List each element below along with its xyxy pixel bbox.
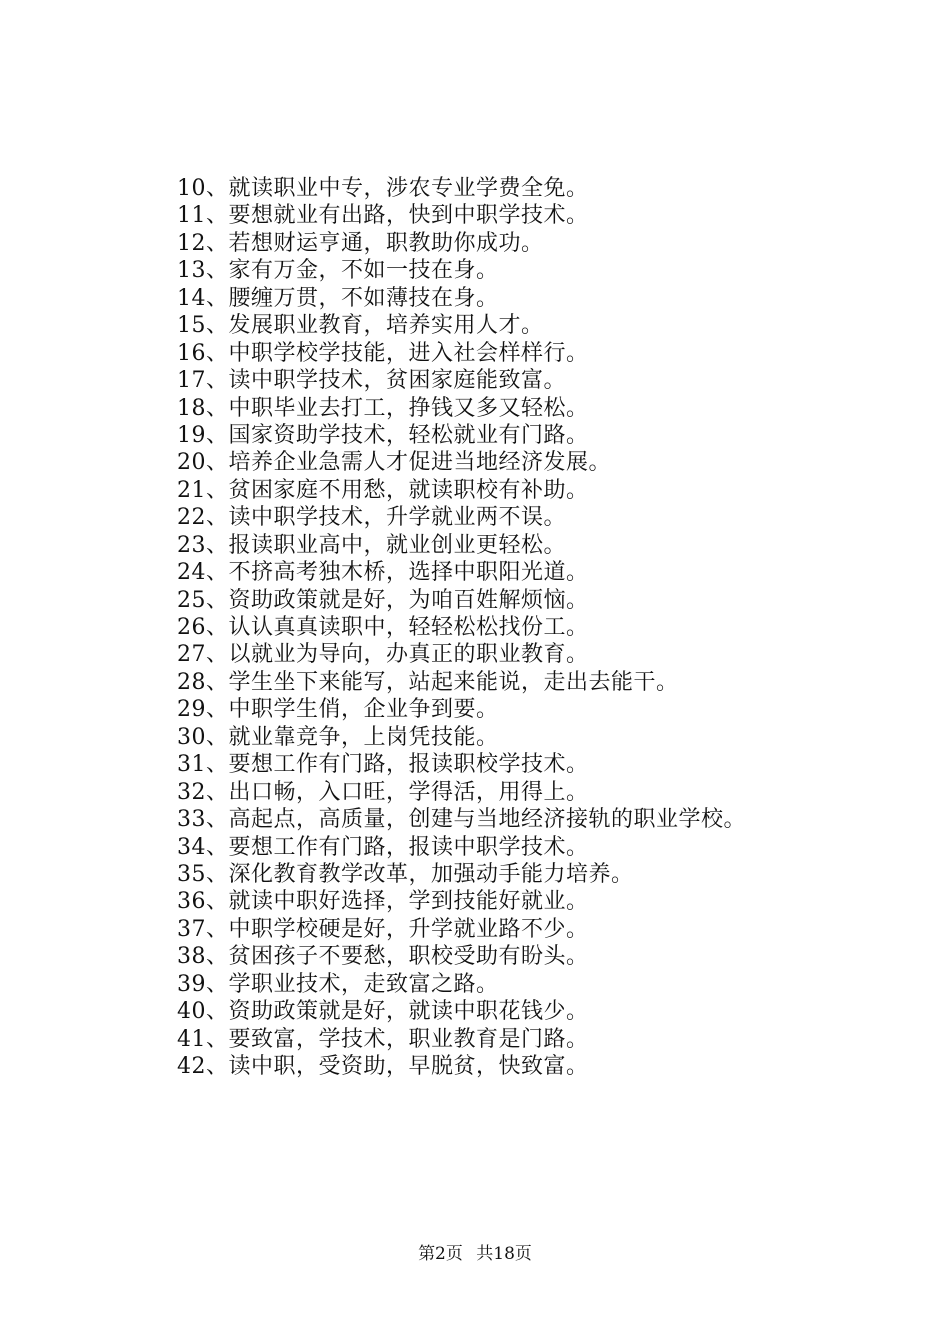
slogan-line: 42、读中职，受资助，早脱贫，快致富。 [177,1054,589,1079]
page-number-current: 第2页 [418,1244,463,1264]
slogan-line: 32、出口畅，入口旺，学得活，用得上。 [177,779,589,805]
slogan-line: 16、中职学校学技能，进入社会样样行。 [177,340,589,366]
slogan-line: 33、高起点，高质量，创建与当地经济接轨的职业学校。 [177,807,746,833]
slogan-line: 11、要想就业有出路，快到中职学技术。 [177,203,589,229]
slogan-line: 41、要致富，学技术，职业教育是门路。 [177,1026,589,1052]
slogan-line: 38、贫困孩子不要愁，职校受助有盼头。 [177,944,589,970]
slogan-line: 19、国家资助学技术，轻松就业有门路。 [177,422,589,448]
slogan-line: 17、读中职学技术，贫困家庭能致富。 [177,368,566,394]
slogan-line: 37、中职学校硬是好，升学就业路不少。 [177,916,589,942]
slogan-line: 22、读中职学技术，升学就业两不误。 [177,505,566,531]
slogan-line: 15、发展职业教育，培养实用人才。 [177,313,544,339]
slogan-line: 18、中职毕业去打工，挣钱又多又轻松。 [177,395,589,421]
slogan-line: 24、不挤高考独木桥，选择中职阳光道。 [177,560,589,586]
slogan-line: 14、腰缠万贯，不如薄技在身。 [177,285,499,311]
slogan-line: 28、学生坐下来能写，站起来能说，走出去能干。 [177,669,679,695]
slogan-line: 30、就业靠竞争，上岗凭技能。 [177,724,499,750]
slogan-line: 31、要想工作有门路，报读职校学技术。 [177,752,589,778]
slogan-list [177,175,917,1080]
page-number-total: 共18页 [476,1244,532,1264]
slogan-line: 27、以就业为导向，办真正的职业教育。 [177,642,589,668]
slogan-line: 10、就读职业中专，涉农专业学费全免。 [177,176,589,201]
slogan-line: 35、深化教育教学改革，加强动手能力培养。 [177,861,634,887]
slogan-line: 25、资助政策就是好，为咱百姓解烦恼。 [177,587,589,613]
slogan-line: 13、家有万金，不如一技在身。 [177,258,499,284]
slogan-line: 34、要想工作有门路，报读中职学技术。 [177,834,589,860]
slogan-line: 23、报读职业高中，就业创业更轻松。 [177,532,566,558]
slogan-line: 40、资助政策就是好，就读中职花钱少。 [177,999,589,1025]
slogan-line: 26、认认真真读职中，轻轻松松找份工。 [177,615,589,640]
slogan-line: 21、贫困家庭不用愁，就读职校有补助。 [177,477,589,503]
slogan-line: 36、就读中职好选择，学到技能好就业。 [177,889,589,915]
slogan-line: 20、培养企业急需人才促进当地经济发展。 [177,450,611,476]
slogan-line: 12、若想财运亨通，职教助你成功。 [177,230,544,256]
slogan-line: 39、学职业技术，走致富之路。 [177,971,499,997]
page-footer [0,1242,950,1266]
slogan-line: 29、中职学生俏，企业争到要。 [177,697,499,723]
